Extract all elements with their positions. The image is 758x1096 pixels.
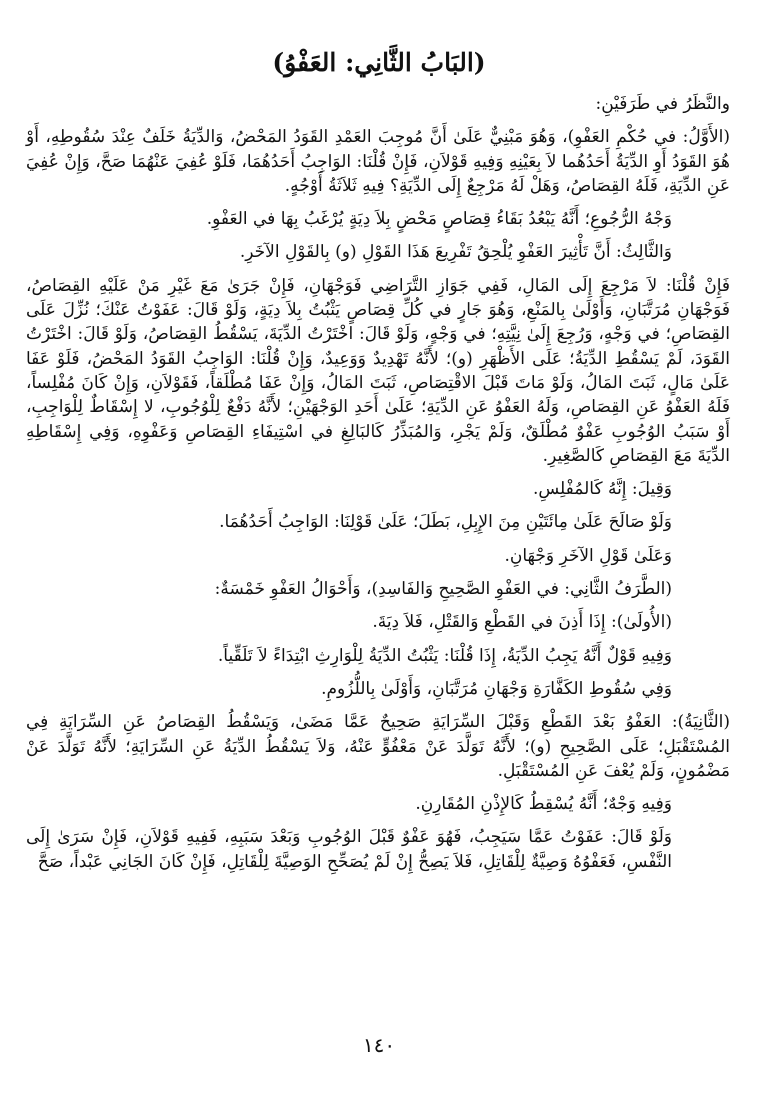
paragraph: وَجْهُ الرُّجُوعِ؛ أَنَّهُ يَبْعُدُ بَقَاءُ قِصَاصٍ مَحْضٍ بِلاَ دِيَةٍ يُرْغَبُ بِهَا في العَفْوِ. (206, 209, 672, 230)
page-number: ١٤٠ (362, 1033, 396, 1057)
paragraph: والنَّظَرُ في طَرَفَيْنِ: (595, 94, 730, 114)
paragraph: (الطَّرَفُ الثَّانِي: في العَفْوِ الصَّحِيحِ وَالفَاسِدِ)، وَأَحْوَالُ العَفْوِ خَمْسَةٌ: (214, 579, 672, 600)
paragraph: وَفِي سُقُوطِ الكَفَّارَةِ وَجْهَانِ مُرَتَّبَانِ، وَأَوْلَىٰ بِاللُّزُومِ. (321, 678, 672, 699)
chapter-title: (البَابُ الثَّانِي: العَفْوُ) (272, 48, 486, 77)
paragraph: (الثَّانِيَةُ): العَفْوُ بَعْدَ القَطْعِ وَقَبْلَ السِّرَايَةِ صَحِيحٌ عَمَّا مَضَىٰ، وَيَسْقُطُ القِصَاصُ عَنِ السِّرَايَةِ فِي المُسْتَقْبَلِ؛ عَلَى الصَّحِيحِ (و)؛ لأَنَّهُ تَوَلَّدَ عَنْ مَعْفُوٍّ عَنْهُ، وَلاَ يَسْقُطُ الدِّيَةُ عَنِ السِّرَايَةِ؛ لأَنَّهُ تَوَلَّدَ عَنْ مَضْمُونٍ، وَلَمْ يُعْفَ عَنِ المُسْتَقْبَلِ. (26, 712, 730, 781)
paragraph: (الأُولَىٰ): إِذَا أَذِنَ في القَطْعِ وَالقَتْلِ، فَلاَ دِيَةَ. (372, 612, 672, 633)
paragraph: وَفِيهِ وَجْهٌ؛ أَنَّهُ يُسْقِطُ كَالإِذْنِ المُقَارِنِ. (415, 794, 672, 815)
body-text (26, 92, 730, 883)
paragraph: وَقِيلَ: إِنَّهُ كَالمُفْلِسِ. (532, 479, 672, 500)
paragraph: وَفِيهِ قَوْلٌ أَنَّهُ يَجِبُ الدِّيَةُ، إِذَا قُلْنَا: يَثْبُتُ الدِّيَةُ لِلْوَارِثِ ابْتِدَاءً لاَ تَلَقِّياً. (217, 645, 672, 666)
paragraph: وَالثَّالِثُ: أَنَّ تَأْثِيرَ العَفْوِ يُلْحِقُ تَفْرِيعَ هَذَا القَوْلِ (و) بِالقَوْلِ الآخَرِ. (239, 242, 672, 263)
paragraph: وَعَلَىٰ قَوْلِ الآخَرِ وَجْهَانِ. (504, 545, 672, 566)
paragraph: (الأَوَّلُ: في حُكْمِ العَفْوِ)، وَهُوَ مَبْنِيٌّ عَلَىٰ أَنَّ مُوجِبَ العَمْدِ القَوَدُ المَحْضُ، وَالدِّيَةُ خَلَفٌ عِنْدَ سُقُوطِهِ، أَوْ هُوَ القَوَدُ أَوِ الدِّيَةُ أَحَدُهُما لاَ بِعَيْنِهِ وَفِيهِ قَوْلاَنِ، فَإِنْ قُلْنَا: الوَاجِبُ أَحَدُهُمَا، فَلَوْ عُفِيَ عَنْهُمَا صَحَّ، وَإِنْ عُفِيَ عَنِ الدِّيَةِ، فَلَهُ القِصَاصُ، وَهَلْ لَهُ مَرْجِعٌ إِلَى الدِّيَةِ؟ فِيهِ ثَلاَثَةُ أَوْجُهٍ. (26, 127, 730, 196)
paragraph: فَإِنْ قُلْنَا: لاَ مَرْجِعَ إِلَى المَالِ، فَفِي جَوَازِ التَّرَاضِي فَوَجْهَانِ، فَإِنْ جَرَىٰ مَعَ غَيْرِ مَنْ عَلَيْهِ القِصَاصُ، فَوَجْهَانِ مُرَتَّبَانِ، وَأَوْلَىٰ بِالمَنْعِ، وَهُوَ جَارٍ في كُلِّ قِصَاصٍ يَثْبُتُ بِلاَ دِيَةٍ، وَلَوْ قَالَ: عَفَوْتُ عَنْكَ؛ نُزِّلَ عَلَى القِصَاصِ؛ في وَجْهٍ، وَرُجِعَ إِلَىٰ نِيَّتِهِ؛ في وَجْهٍ، وَلَوْ قَالَ: اخْتَرْتُ الدِّيَةَ، يَسْقُطُ القِصَاصُ، وَلَوْ قَالَ: اخْتَرْتُ القَوَدَ، لَمْ يَسْقُطِ الدِّيَةُ؛ عَلَى الأَظْهَرِ (و)؛ لأَنَّهُ تَهْدِيدٌ وَوَعِيدٌ، وَإِنْ قُلْنَا: الوَاجِبُ القَوَدُ المَحْضُ، فَلَوْ عَفَا عَلَىٰ مَالٍ، ثَبَتَ المَالُ، وَلَوْ مَاتَ قَبْلَ الاقْتِصَاصِ، ثَبَتَ المَالُ، وَإِنْ عَفَا مُطْلَقاً، فَقَوْلاَنِ، وَإِنْ كَانَ مُفْلِساً، فَلَهُ العَفْوُ عَنِ القِصَاصِ، وَلَهُ العَفْوُ عَنِ الدِّيَةِ؛ عَلَىٰ أَحَدِ الوَجْهَيْنِ؛ لأَنَّهُ دَفْعٌ لِلْوُجُوبِ، لا إِسْقَاطٌ لِلْوَاجِبِ، أَوْ سَبَبُ الوُجُوبِ عَفْوٌ مُطْلَقٌ، وَلَمْ يَجْرِ، وَالمُبَذِّرُ كَالبَالِغِ في اسْتِيفَاءِ القِصَاصِ وَعَفْوِهِ، وَفِي إِسْقَاطِهِ الدِّيَةَ مَعَ القِصَاصِ كَالصَّغِيرِ. (26, 275, 730, 466)
paragraph: وَلَوْ صَالَحَ عَلَىٰ مِائَتَيْنِ مِنَ الإِبِلِ، بَطَلَ؛ عَلَىٰ قَوْلِنَا: الوَاجِبُ أَحَدُهُمَا. (219, 512, 672, 533)
paragraph: وَلَوْ قَالَ: عَفَوْتُ عَمَّا سَيَجِبُ، فَهُوَ عَفْوٌ قَبْلَ الوُجُوبِ وَبَعْدَ سَبَبِهِ، فَفِيهِ قَوْلاَنِ، فَإِنْ سَرَىٰ إِلَى النَّفْسِ، فَعَفْوُهُ وَصِيَّةٌ لِلْقَاتِلِ، فَلاَ يَصِحُّ إِنْ لَمْ يُصَحِّحِ الوَصِيَّةَ لِلْقَاتِلِ، فَإِنْ كَانَ الجَانِي عَبْداً، صَحَّ (26, 827, 672, 872)
